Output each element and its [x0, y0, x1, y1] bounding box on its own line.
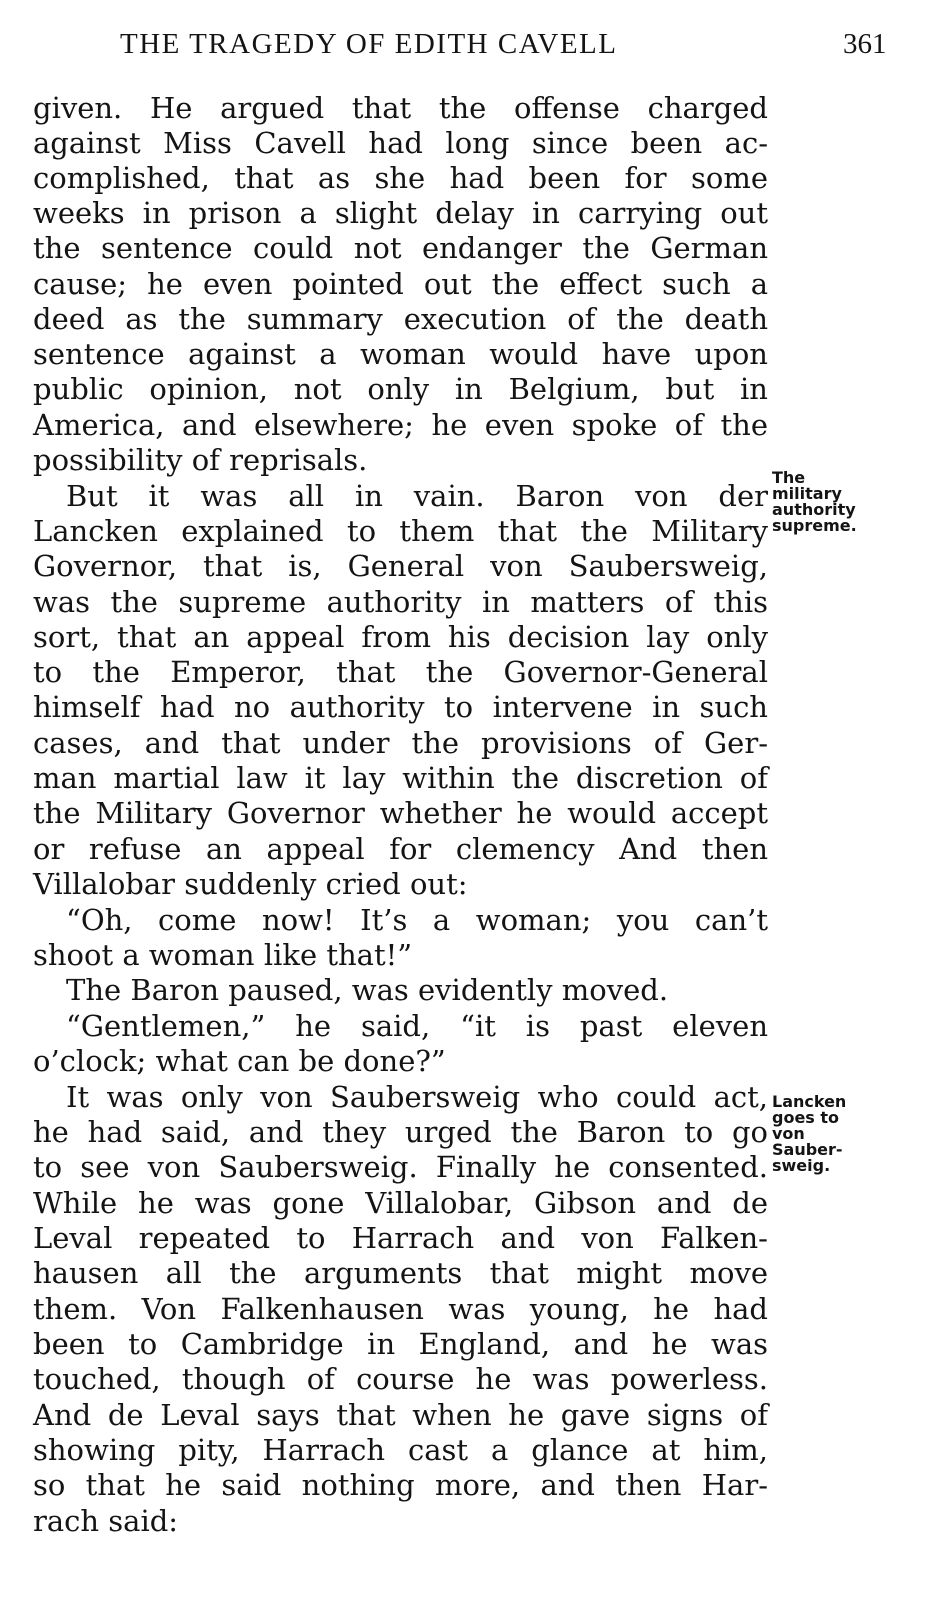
text-line: them. Von Falkenhausen was young, he had — [33, 1292, 768, 1326]
text-line: rach said: — [33, 1504, 179, 1538]
text-line: cause; he even pointed out the effect such a — [33, 267, 768, 301]
text-line: And de Leval says that when he gave signs of — [33, 1398, 768, 1432]
margin-note-line: authority — [772, 500, 856, 519]
text-line: the Military Governor whether he would accept — [33, 796, 768, 830]
text-line: so that he said nothing more, and then Har- — [33, 1468, 768, 1502]
margin-note-line: goes to — [772, 1108, 840, 1127]
text-line: himself had no authority to intervene in such — [33, 690, 768, 724]
margin-note-lancken-goes — [772, 1094, 892, 1174]
text-line: against Miss Cavell had long since been ac- — [33, 126, 768, 160]
text-line: was the supreme authority in matters of this — [33, 585, 768, 619]
margin-note-line: Lancken — [772, 1092, 847, 1111]
margin-note-line: supreme. — [772, 516, 857, 535]
text-line: to the Emperor, that the Governor-General — [33, 655, 768, 689]
text-line: “Oh, come now! It’s a woman; you can’t — [66, 903, 768, 937]
text-line: Governor, that is, General von Saubersweig, — [33, 549, 768, 583]
margin-note-line: Sauber- — [772, 1140, 843, 1159]
text-line: It was only von Saubersweig who could act, — [66, 1080, 768, 1114]
text-line: sentence against a woman would have upon — [33, 337, 768, 371]
margin-note-line: military — [772, 484, 842, 503]
text-line: “Gentlemen,” he said, “it is past eleven — [66, 1009, 768, 1043]
text-line: cases, and that under the provisions of Ger- — [33, 726, 768, 760]
running-title: THE TRAGEDY OF EDITH CAVELL — [120, 28, 618, 60]
text-line: The Baron paused, was evidently moved. — [66, 973, 669, 1007]
text-line: showing pity, Harrach cast a glance at him, — [33, 1433, 768, 1467]
text-line: Villalobar suddenly cried out: — [33, 867, 468, 901]
margin-note-line: The — [772, 468, 806, 487]
text-line: Lancken explained to them that the Military — [33, 514, 768, 548]
text-line: Leval repeated to Harrach and von Falken- — [33, 1221, 768, 1255]
text-line: given. He argued that the offense charged — [33, 91, 768, 125]
text-line: o’clock; what can be done?” — [33, 1044, 446, 1078]
text-line: been to Cambridge in England, and he was — [33, 1327, 768, 1361]
margin-note-military-authority — [772, 470, 892, 534]
text-line: shoot a woman like that!” — [33, 938, 413, 972]
text-line: While he was gone Villalobar, Gibson and de — [33, 1186, 768, 1220]
text-line: hausen all the arguments that might move — [33, 1256, 768, 1290]
text-line: he had said, and they urged the Baron to go — [33, 1115, 768, 1149]
page-number: 361 — [843, 28, 887, 60]
text-line: possibility of reprisals. — [33, 443, 368, 477]
text-line: to see von Saubersweig. Finally he consented. — [33, 1150, 768, 1184]
text-line: America, and elsewhere; he even spoke of the — [33, 408, 768, 442]
text-line: But it was all in vain. Baron von der — [66, 479, 768, 513]
text-line: touched, though of course he was powerless. — [33, 1362, 768, 1396]
text-line: public opinion, not only in Belgium, but in — [33, 372, 768, 406]
text-line: man martial law it lay within the discretion of — [33, 761, 768, 795]
text-line: or refuse an appeal for clemency And then — [33, 832, 768, 866]
text-line: complished, that as she had been for some — [33, 161, 768, 195]
text-line: the sentence could not endanger the German — [33, 231, 768, 265]
text-line: weeks in prison a slight delay in carrying out — [33, 196, 768, 230]
text-line: deed as the summary execution of the death — [33, 302, 768, 336]
margin-note-line: von — [772, 1124, 805, 1143]
text-line: sort, that an appeal from his decision lay only — [33, 620, 768, 654]
margin-note-line: sweig. — [772, 1156, 831, 1175]
